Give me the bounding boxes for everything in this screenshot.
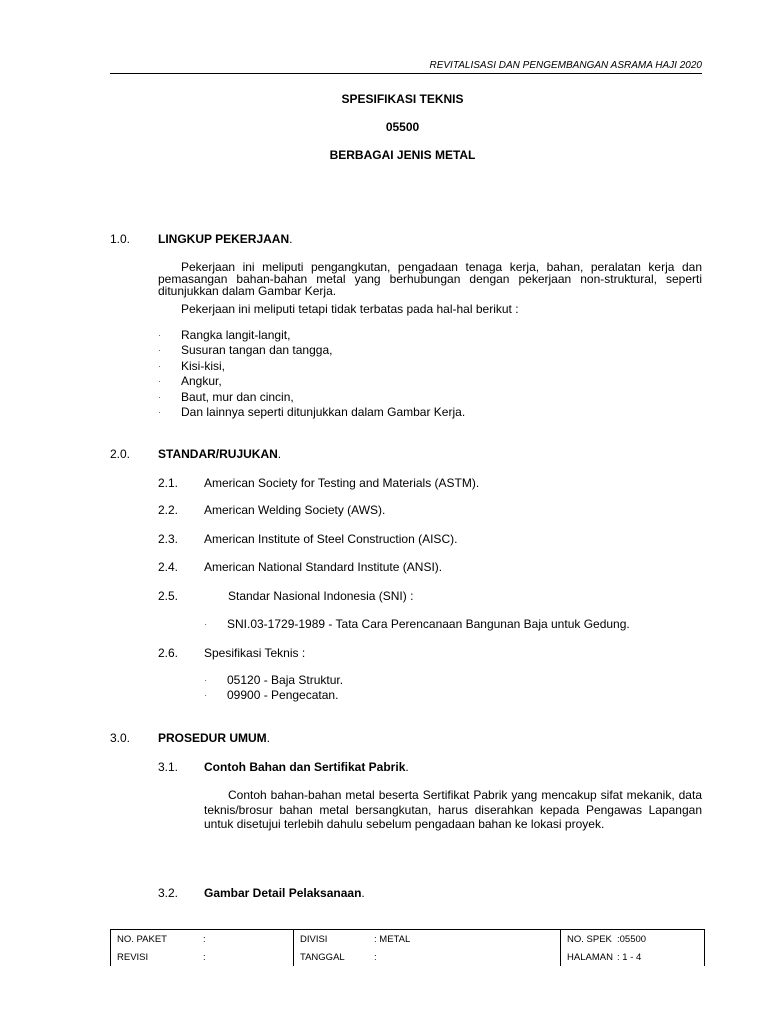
subsection-number: 3.2. (158, 886, 179, 900)
section-1-heading-text: LINGKUP PEKERJAAN (158, 232, 290, 246)
subsection-number: 2.1. (158, 476, 179, 490)
table-cell: TANGGAL : (294, 948, 561, 966)
sni-list (204, 617, 630, 632)
section-1-list (158, 328, 465, 420)
subsection-text: American Welding Society (AWS). (204, 503, 386, 517)
subsection-number: 2.5. (158, 589, 179, 603)
subsection-number: 2.3. (158, 532, 179, 546)
list-item: · Baut, mur dan cincin, (158, 389, 294, 404)
list-item: · 05120 - Baja Struktur. (204, 673, 344, 687)
subsection-heading-suffix: . (361, 886, 365, 900)
bullet-icon: · (158, 345, 161, 356)
subsection-heading (204, 886, 365, 900)
section-3-heading-text: PROSEDUR UMUM (158, 731, 267, 745)
subsection-3-1-paragraph: Contoh bahan-bahan metal beserta Sertifikat Pabrik yang mencakup sifat mekanik, data teknis/brosur bahan metal bersangkutan, harus diserahkan kepada Pengawas Lapangan untuk disetujui terlebih dahulu sebelum pengadaan bahan ke lokasi proyek. (204, 788, 702, 831)
spec-subject: BERBAGAI JENIS METAL (329, 148, 476, 162)
footer-info-table (110, 929, 705, 966)
section-1-paragraph: Pekerjaan ini meliputi pengangkutan, pengadaan tenaga kerja, bahan, peralatan kerja dan pemasangan bahan-bahan metal yang berhubungan dengan pekerjaan non-struktural, seperti ditunjukkan dalam Gambar Kerja. (158, 260, 702, 298)
bullet-icon: · (204, 690, 207, 701)
spec-title: SPESIFIKASI TEKNIS (341, 92, 464, 106)
list-item: · Susuran tangan dan tangga, (158, 343, 333, 358)
bullet-icon: · (204, 619, 207, 629)
section-1-number: 1.0. (110, 232, 131, 246)
table-cell: HALAMAN : 1 - 4 (561, 948, 705, 966)
section-2-number: 2.0. (110, 447, 131, 461)
section-1-heading-suffix: . (289, 232, 293, 246)
section-1-heading (158, 232, 292, 246)
section-3-heading-suffix: . (266, 731, 271, 745)
bullet-icon: · (158, 360, 161, 371)
bullet-icon: · (158, 391, 161, 402)
table-row (111, 948, 705, 966)
list-item: · Rangka langit-langit, (158, 328, 291, 342)
section-2-heading-suffix: . (277, 447, 282, 461)
table-cell: NO. PAKET : (111, 930, 294, 949)
subsection-heading (204, 760, 409, 774)
subsection-text: Standar Nasional Indonesia (SNI) : (228, 589, 414, 603)
bullet-icon: · (204, 675, 207, 685)
bullet-icon: · (158, 376, 161, 387)
table-cell: DIVISI : METAL (294, 930, 561, 949)
bullet-icon: · (158, 330, 161, 340)
subsection-text: Spesifikasi Teknis : (204, 646, 306, 660)
list-item: · SNI.03-1729-1989 - Tata Cara Perencanaan Bangunan Baja untuk Gedung. (204, 617, 630, 631)
list-item: · Kisi-kisi, (158, 358, 225, 373)
subsection-number: 2.6. (158, 646, 179, 660)
table-row (111, 930, 705, 949)
subsection-heading-suffix: . (405, 760, 409, 774)
spec-number: 05500 (385, 120, 420, 134)
table-cell: REVISI : (111, 948, 294, 966)
subsection-number: 2.4. (158, 560, 179, 574)
section-2-heading-text: STANDAR/RUJUKAN (158, 447, 278, 461)
section-2-heading (158, 447, 281, 461)
subsection-heading-text: Contoh Bahan dan Sertifikat Pabrik (204, 760, 406, 774)
spek-list (204, 673, 343, 704)
list-item: · 09900 - Pengecatan. (204, 688, 339, 703)
list-item: · Angkur, (158, 374, 222, 389)
subsection-text: American Institute of Steel Construction (AISC). (204, 532, 458, 546)
subsection-number: 3.1. (158, 760, 179, 774)
subsection-text: American Society for Testing and Materials (ASTM). (204, 476, 480, 490)
subsection-heading-text: Gambar Detail Pelaksanaan (204, 886, 362, 900)
header-rule (110, 73, 702, 74)
table-cell: NO. SPEK : 05500 (561, 930, 705, 949)
section-3-heading (158, 731, 270, 745)
subsection-number: 2.2. (158, 503, 179, 517)
document-header-title: REVITALISASI DAN PENGEMBANGAN ASRAMA HAJI 2020 (429, 60, 702, 71)
list-item: · Dan lainnya seperti ditunjukkan dalam Gambar Kerja. (158, 404, 466, 419)
section-1-paragraph-2: Pekerjaan ini meliputi tetapi tidak terbatas pada hal-hal berikut : (181, 302, 519, 316)
subsection-text: American National Standard Institute (ANSI). (204, 560, 443, 574)
section-3-number: 3.0. (110, 731, 131, 745)
bullet-icon: · (158, 406, 161, 417)
